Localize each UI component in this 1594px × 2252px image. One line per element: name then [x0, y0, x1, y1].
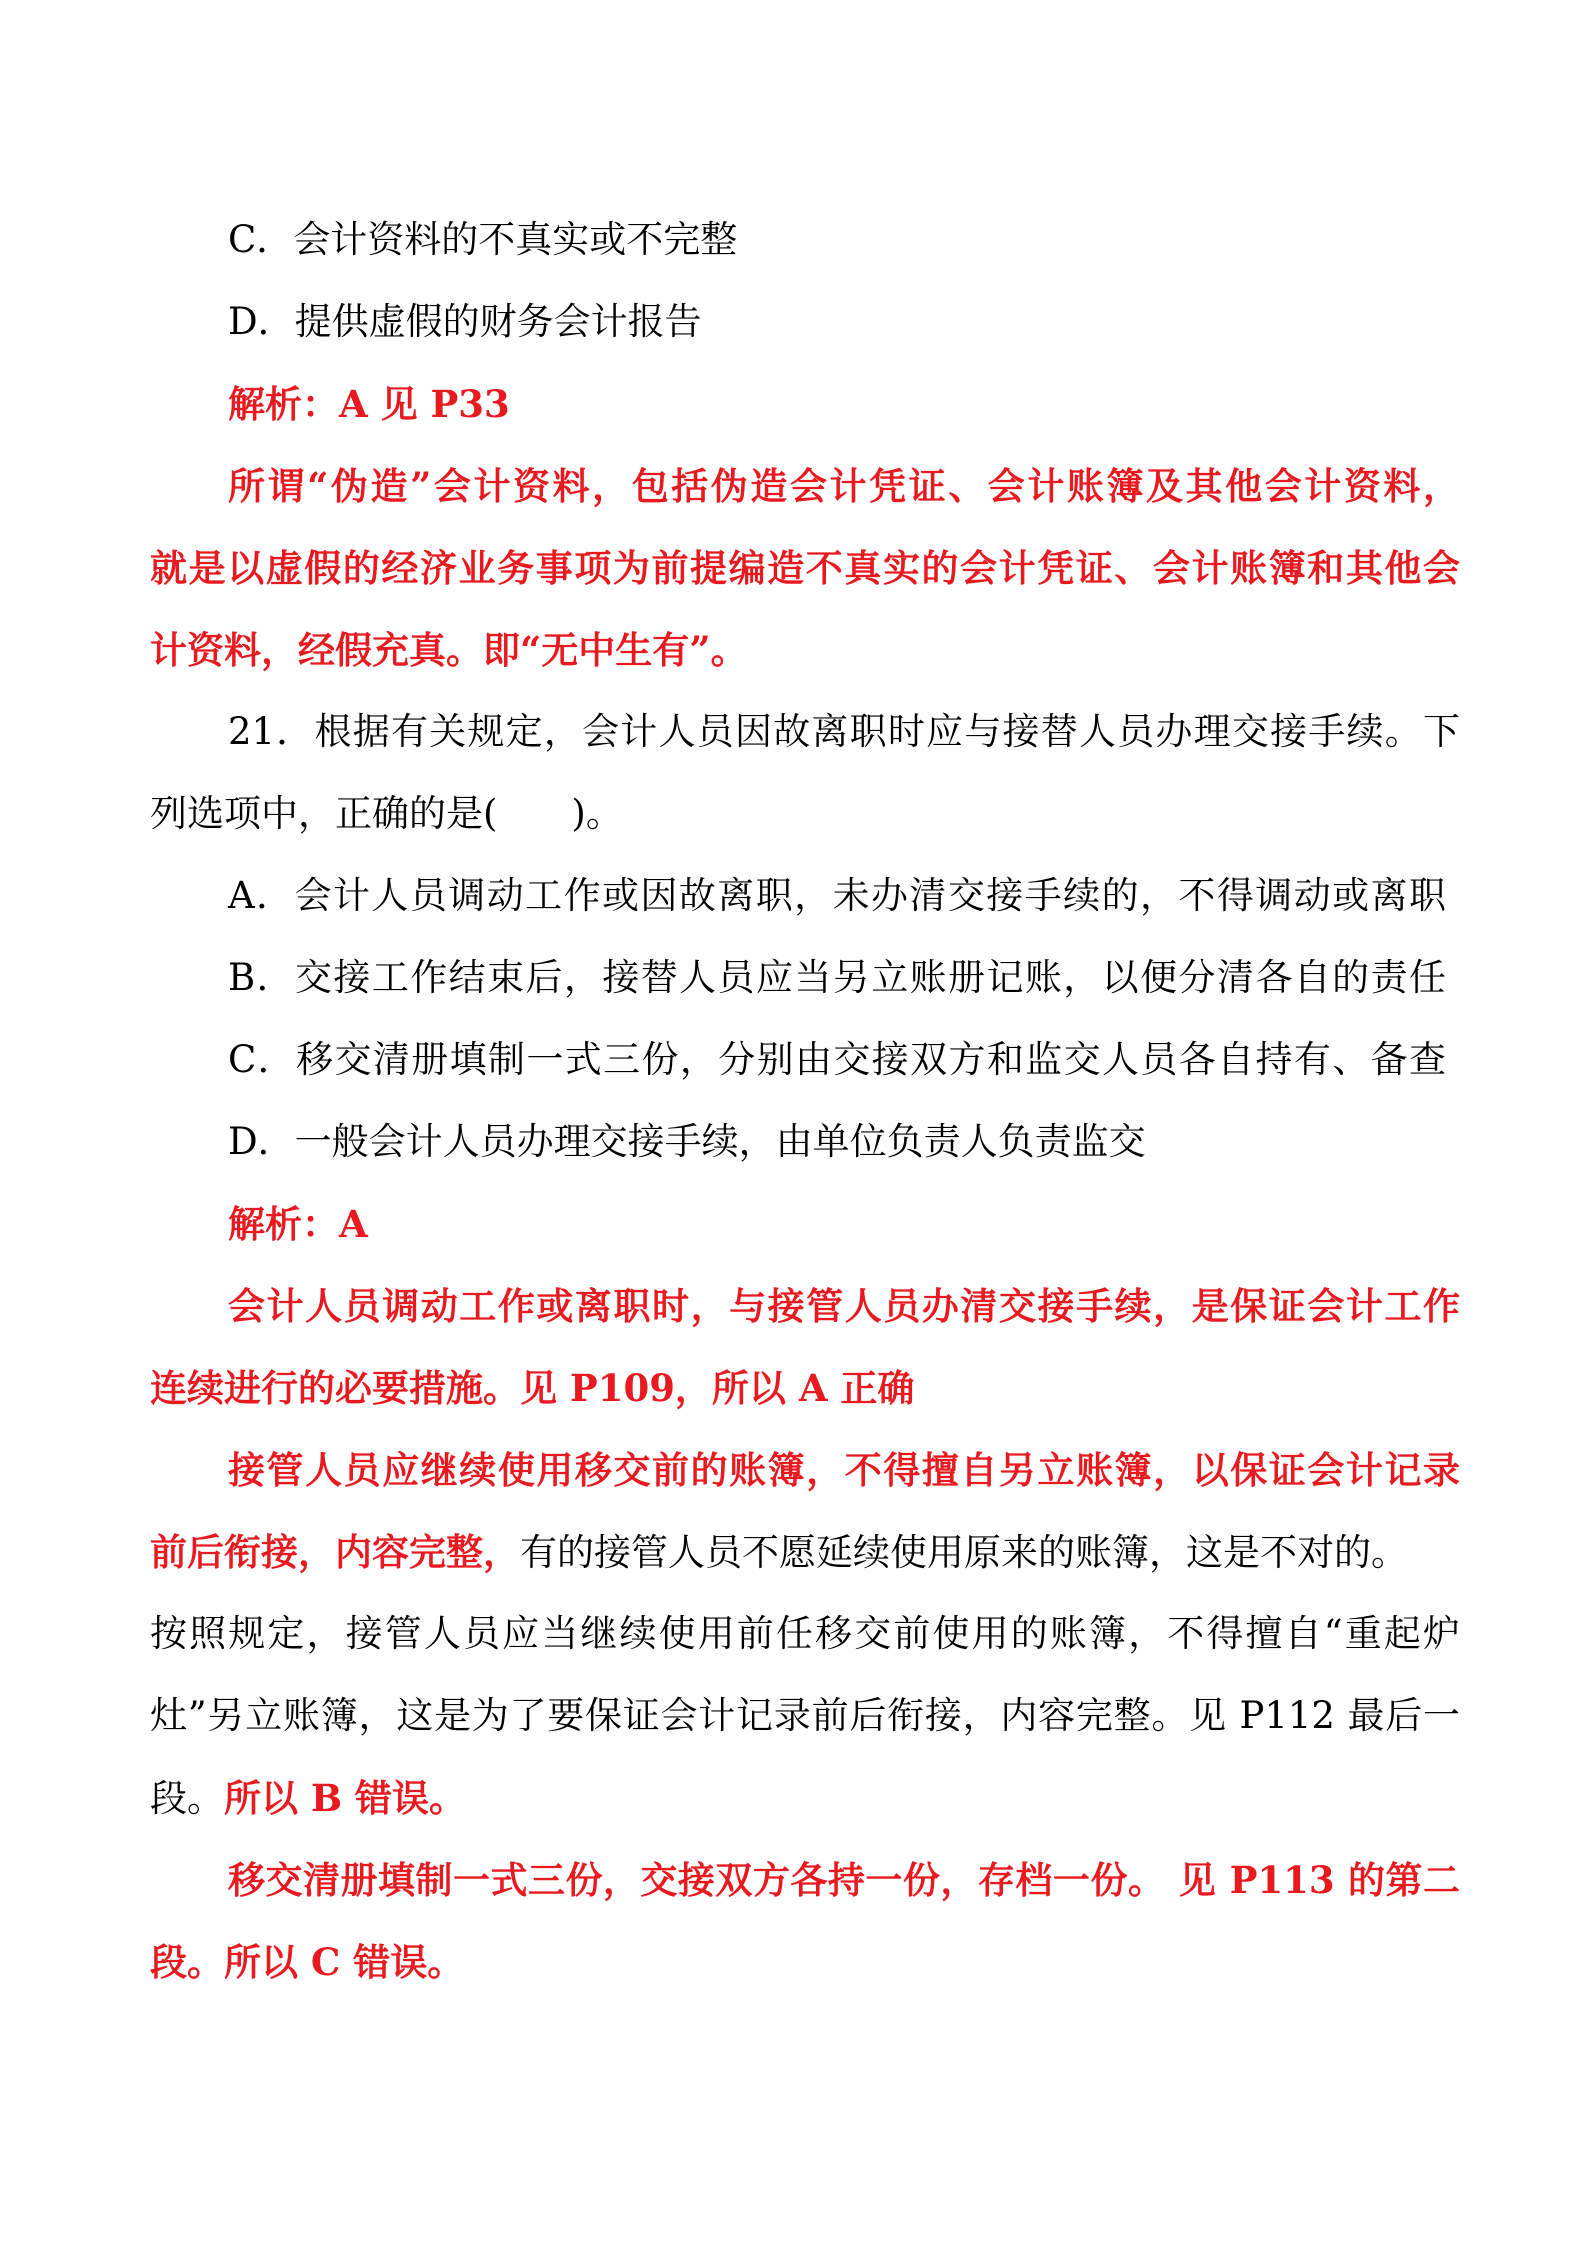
analysis-text-q20-line2: 就是以虚假的经济业务事项为前提编造不真实的会计凭证、会计账簿和其他会 [150, 546, 1460, 590]
option-c-q21: C．移交清册填制一式三份，分别由交接双方和监交人员各自持有、备查 [228, 1038, 1446, 1081]
analysis-q21-para1-line2: 连续进行的必要措施。见 P109，所以 A 正确 [150, 1366, 915, 1410]
analysis-q21-para1-line1: 会计人员调动工作或离职时，与接管人员办清交接手续，是保证会计工作 [228, 1284, 1460, 1328]
analysis-q21-para2-line4: 灶”另立账簿，这是为了要保证会计记录前后衔接，内容完整。见 P112 最后一 [150, 1694, 1461, 1737]
option-b-q21: B．交接工作结束后，接替人员应当另立账册记账，以便分清各自的责任 [228, 956, 1446, 999]
question-21-line1: 21．根据有关规定，会计人员因故离职时应与接替人员办理交接手续。下 [228, 710, 1460, 753]
analysis-heading-q20: 解析：A 见 P33 [228, 382, 510, 426]
analysis-text-q20-line3: 计资料，经假充真。即“无中生有”。 [150, 628, 748, 672]
question-21-line2: 列选项中，正确的是( )。 [150, 792, 623, 835]
option-c-q20: C．会计资料的不真实或不完整 [228, 218, 738, 261]
analysis-q21-b-wrong: 所以 B 错误。 [224, 1776, 467, 1820]
analysis-q21-para2-plain: 有的接管人员不愿延续使用原来的账簿，这是不对的。 [520, 1531, 1408, 1574]
analysis-text-q20-line1: 所谓“伪造”会计资料，包括伪造会计凭证、会计账簿及其他会计资料， [228, 464, 1460, 508]
option-a-q21: A．会计人员调动工作或因故离职，未办清交接手续的，不得调动或离职 [228, 874, 1446, 917]
analysis-q21-para3-line1: 移交清册填制一式三份，交接双方各持一份，存档一份。 见 P113 的第二 [228, 1858, 1460, 1902]
analysis-q21-para2-line3: 按照规定，接管人员应当继续使用前任移交前使用的账簿，不得擅自“重起炉 [150, 1612, 1460, 1655]
analysis-heading-q21: 解析：A [228, 1202, 368, 1246]
analysis-q21-para2-emphasis: 前后衔接，内容完整， [150, 1530, 520, 1574]
analysis-q21-para2-line5 [150, 1772, 466, 1825]
analysis-q21-para2-line1: 接管人员应继续使用移交前的账簿，不得擅自另立账簿，以保证会计记录 [228, 1448, 1460, 1492]
analysis-q21-para2-end: 段。 [150, 1777, 224, 1820]
analysis-q21-para3-line2: 段。所以 C 错误。 [150, 1940, 465, 1984]
analysis-q21-para2-line2 [150, 1526, 1408, 1579]
option-d-q21: D．一般会计人员办理交接手续，由单位负责人负责监交 [228, 1120, 1146, 1163]
option-d-q20: D．提供虚假的财务会计报告 [228, 300, 702, 343]
